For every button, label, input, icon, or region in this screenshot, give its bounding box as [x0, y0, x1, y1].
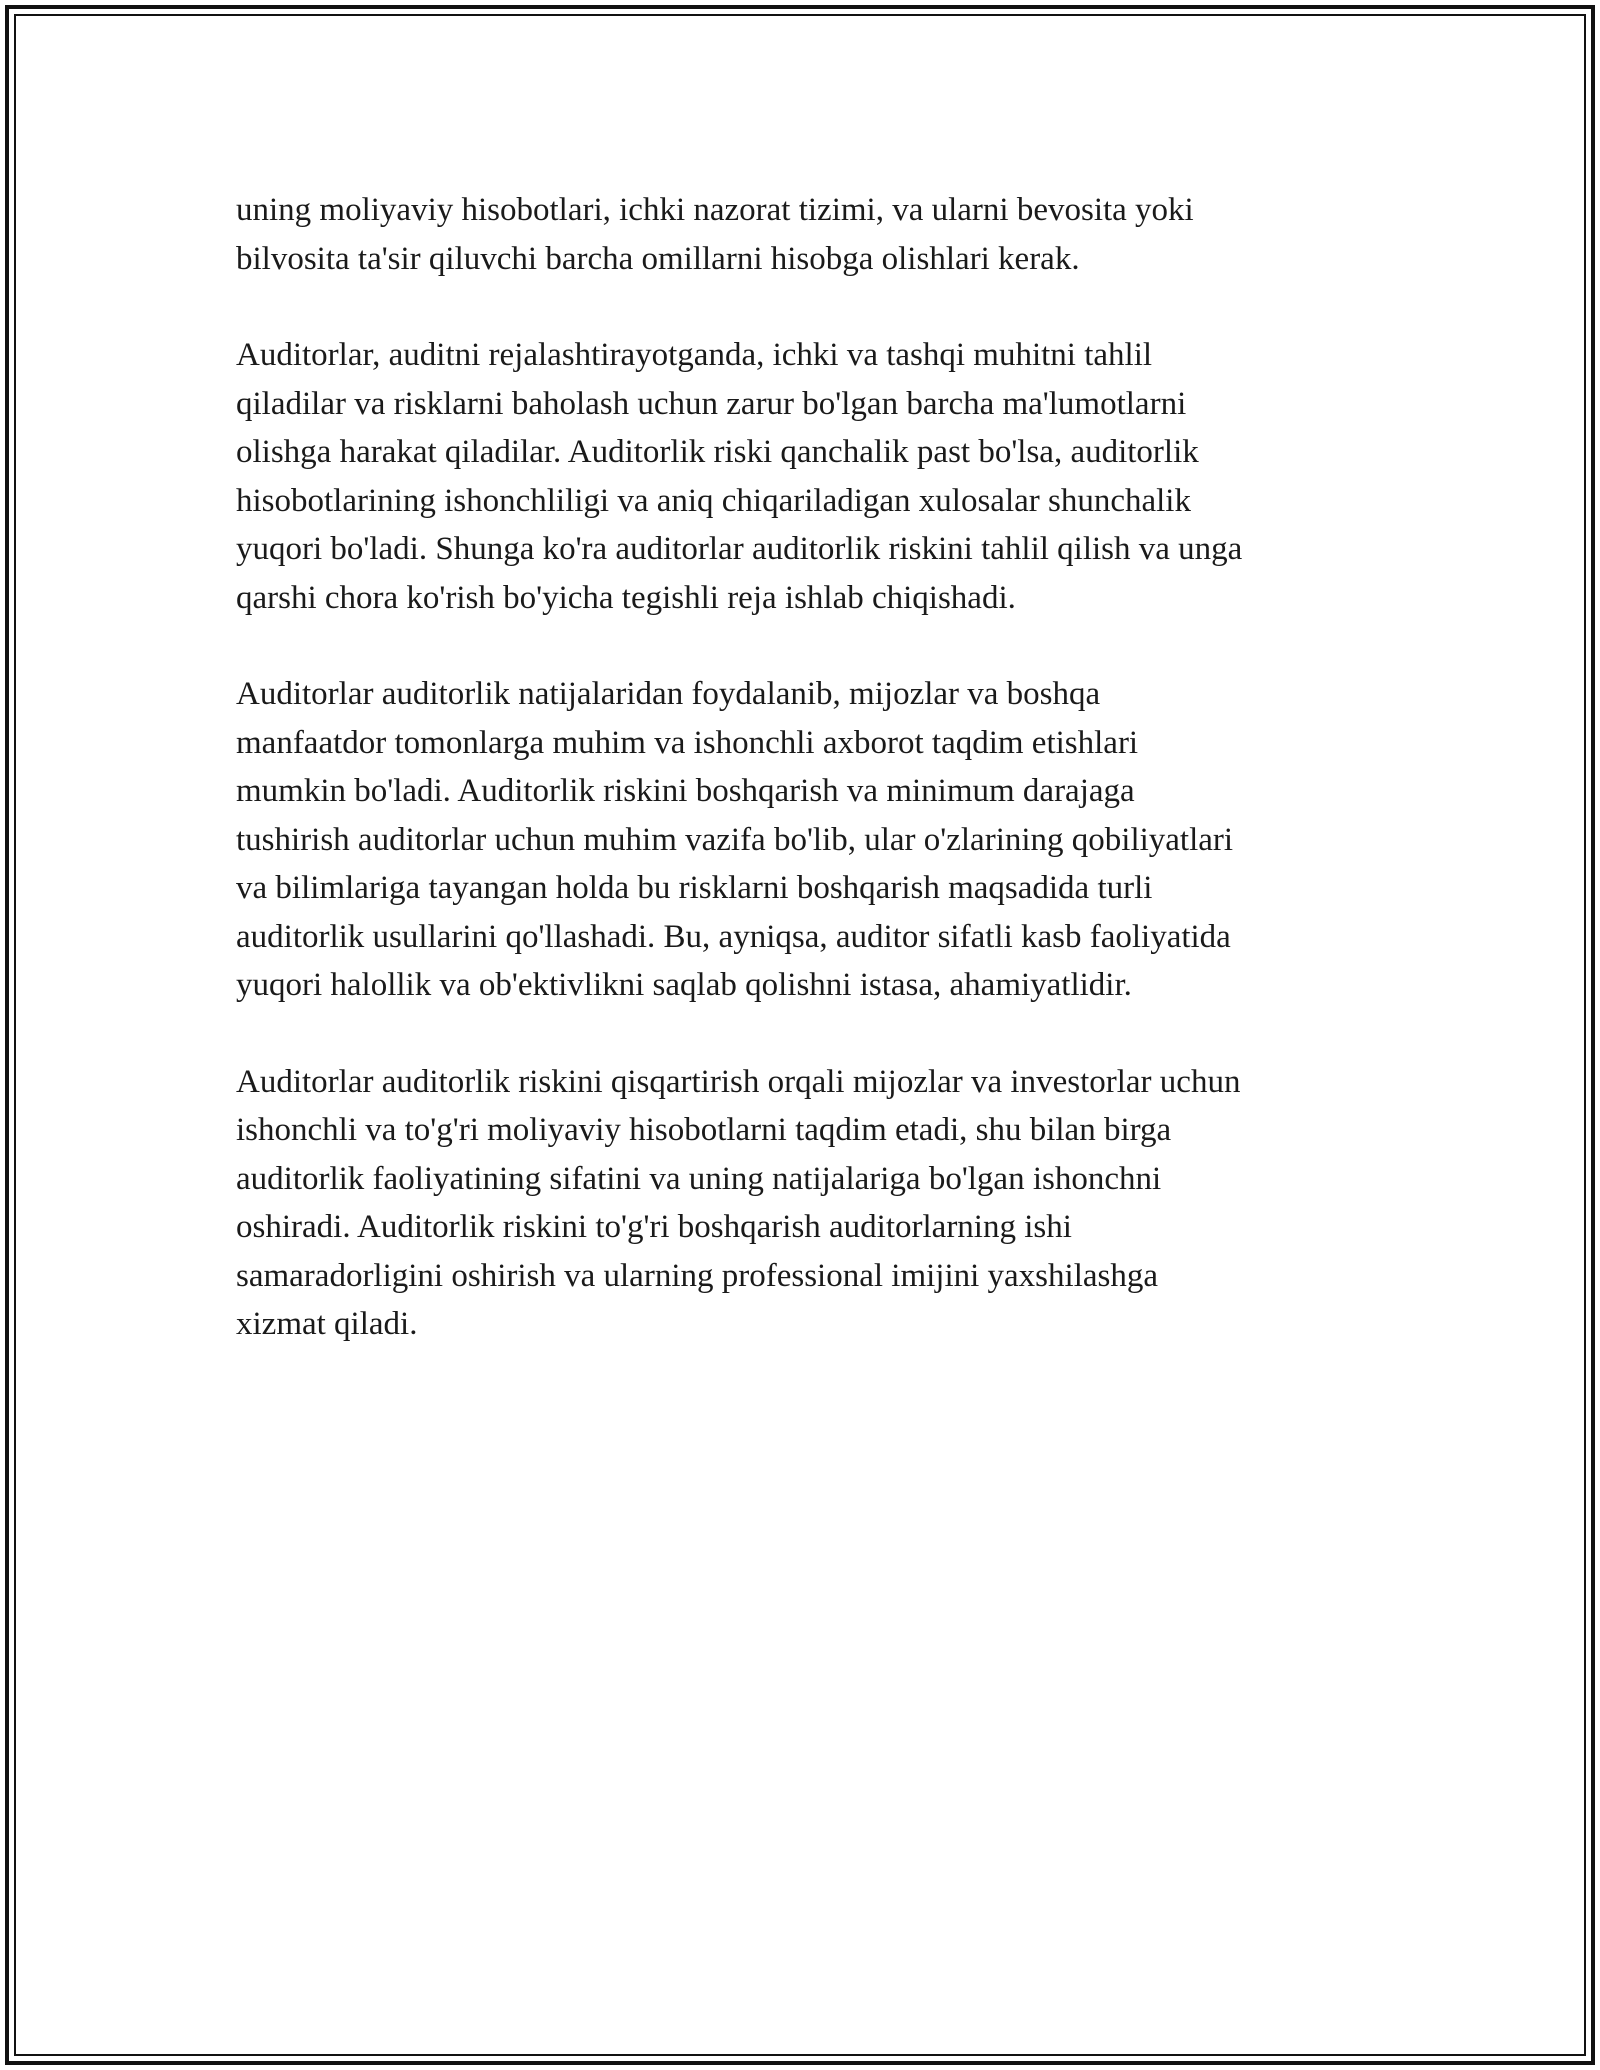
- paragraph-4: Auditorlar auditorlik riskini qisqartirish orqali mijozlar va investorlar uchun ishonchli va to'g'ri moliyaviy hisobotlarni taqdim etadi, shu bilan birga auditorlik faoliyatining sifatini va uning natijalariga bo'lgan ishonchni oshiradi. Auditorlik riskini to'g'ri boshqarish auditorlarning ishi samaradorligini oshirish va ularning professional imijini yaxshilashga xizmat qiladi.: [236, 1063, 1241, 1342]
- paragraph-1: uning moliyaviy hisobotlari, ichki nazorat tizimi, va ularni bevosita yoki bilvosita ta'sir qiluvchi barcha omillarni hisobga olishlari kerak.: [236, 192, 1194, 277]
- paragraph-3: Auditorlar auditorlik natijalaridan foydalanib, mijozlar va boshqa manfaatdor tomonlarga muhim va ishonchli axborot taqdim etishlari mumkin bo'ladi. Auditorlik riskini boshqarish va minimum darajaga tushirish auditorlar uchun muhim vazifa bo'lib, ular o'zlarining qobiliyatlari va bilimlariga tayangan holda bu risklarni boshqarish maqsadida turli auditorlik usullarini qo'llashadi. Bu, ayniqsa, auditor sifatli kasb faoliyatida yuqori halollik va ob'ektivlikni saqlab qolishni istasa, ahamiyatlidir.: [236, 676, 1234, 1003]
- paragraph-2: Auditorlar, auditni rejalashtirayotganda, ichki va tashqi muhitni tahlil qiladilar va risklarni baholash uchun zarur bo'lgan barcha ma'lumotlarni olishga harakat qiladilar. Auditorlik riski qanchalik past bo'lsa, auditorlik hisobotlarining ishonchliligi va aniq chiqariladigan xulosalar shunchalik yuqori bo'ladi. Shunga ko'ra auditorlar auditorlik riskini tahlil qilish va unga qarshi chora ko'rish bo'yicha tegishli reja ishlab chiqishadi.: [236, 337, 1243, 616]
- document-body: [236, 186, 1376, 1397]
